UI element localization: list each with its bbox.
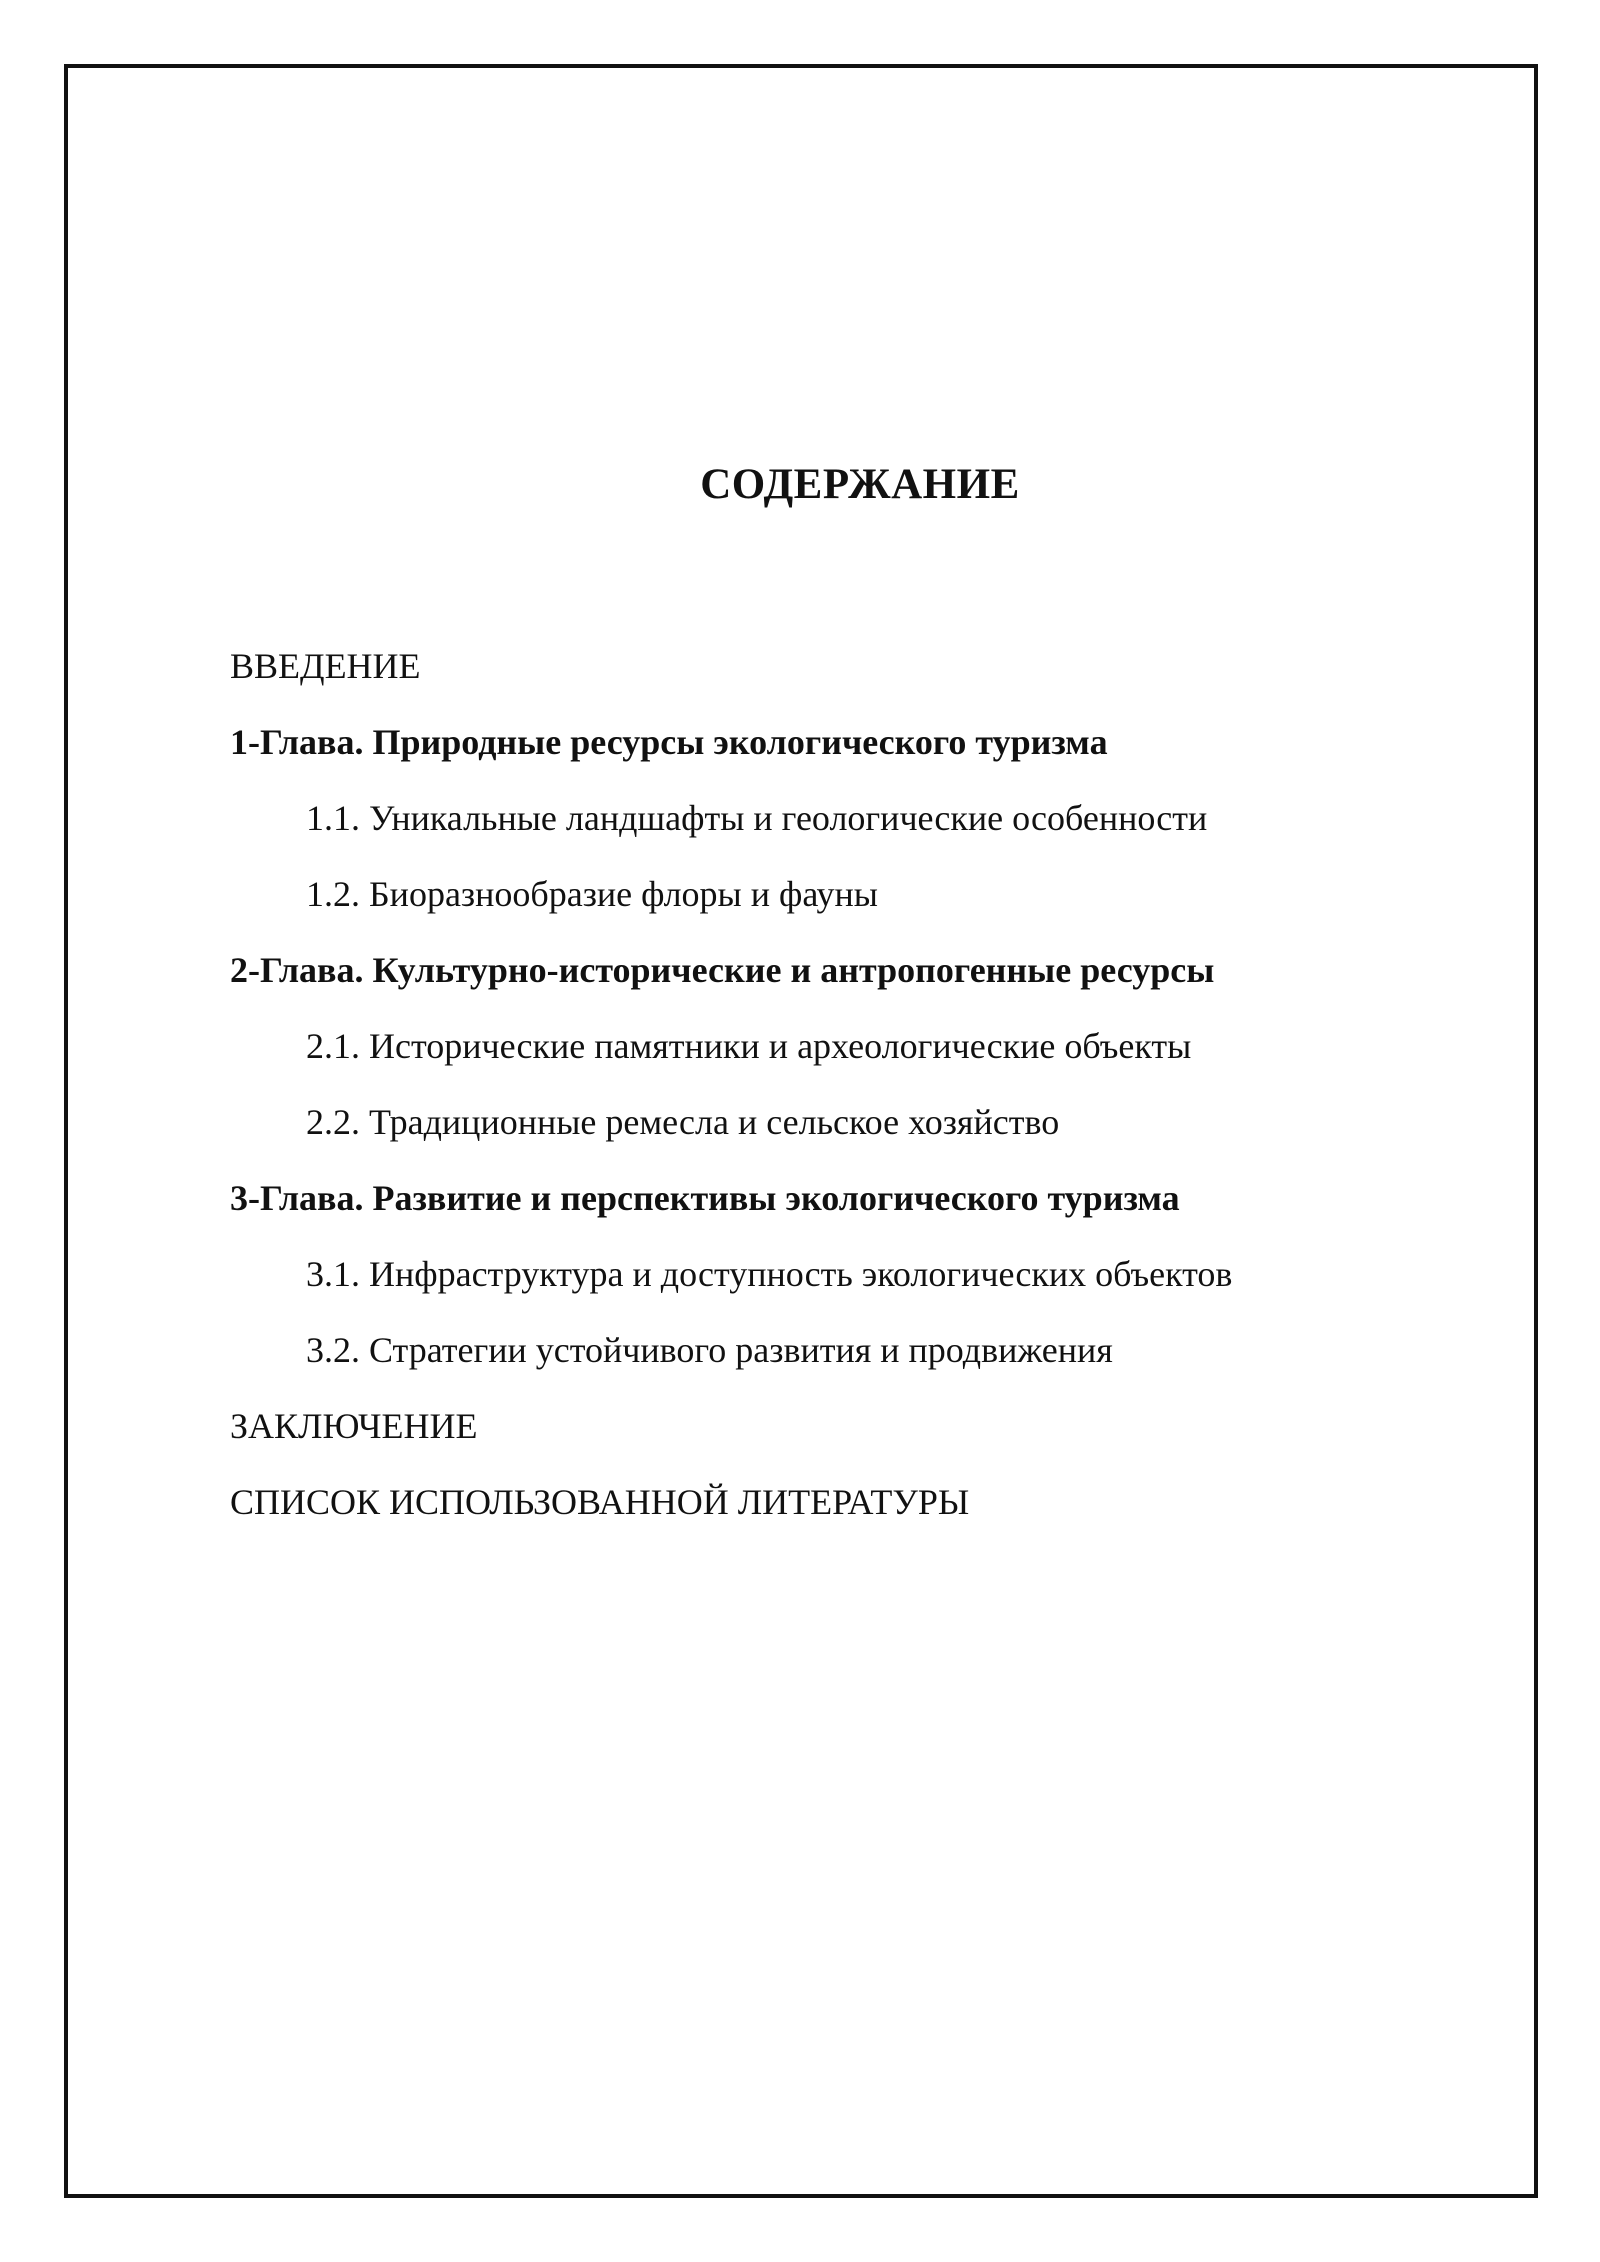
toc-entry-section-1-1: 1.1. Уникальные ландшафты и геологические особенности bbox=[306, 798, 1208, 838]
toc-entry-chapter-3: 3-Глава. Развитие и перспективы экологического туризма bbox=[230, 1178, 1180, 1218]
toc-entry-conclusion: ЗАКЛЮЧЕНИЕ bbox=[230, 1406, 478, 1446]
table-of-contents bbox=[230, 636, 1450, 1548]
toc-entry-introduction: ВВЕДЕНИЕ bbox=[230, 646, 421, 686]
toc-entry-section-2-1: 2.1. Исторические памятники и археологические объекты bbox=[306, 1026, 1192, 1066]
page-title: СОДЕРЖАНИЕ bbox=[700, 461, 1020, 508]
toc-entry-section-2-2: 2.2. Традиционные ремесла и сельское хозяйство bbox=[306, 1102, 1060, 1142]
toc-entry-chapter-2: 2-Глава. Культурно-исторические и антропогенные ресурсы bbox=[230, 950, 1215, 990]
toc-entry-section-3-1: 3.1. Инфраструктура и доступность экологических объектов bbox=[306, 1254, 1233, 1294]
toc-entry-section-3-2: 3.2. Стратегии устойчивого развития и продвижения bbox=[306, 1330, 1113, 1370]
toc-entry-chapter-1: 1-Глава. Природные ресурсы экологического туризма bbox=[230, 722, 1108, 762]
toc-entry-references: СПИСОК ИСПОЛЬЗОВАННОЙ ЛИТЕРАТУРЫ bbox=[230, 1482, 970, 1522]
toc-entry-section-1-2: 1.2. Биоразнообразие флоры и фауны bbox=[306, 874, 878, 914]
